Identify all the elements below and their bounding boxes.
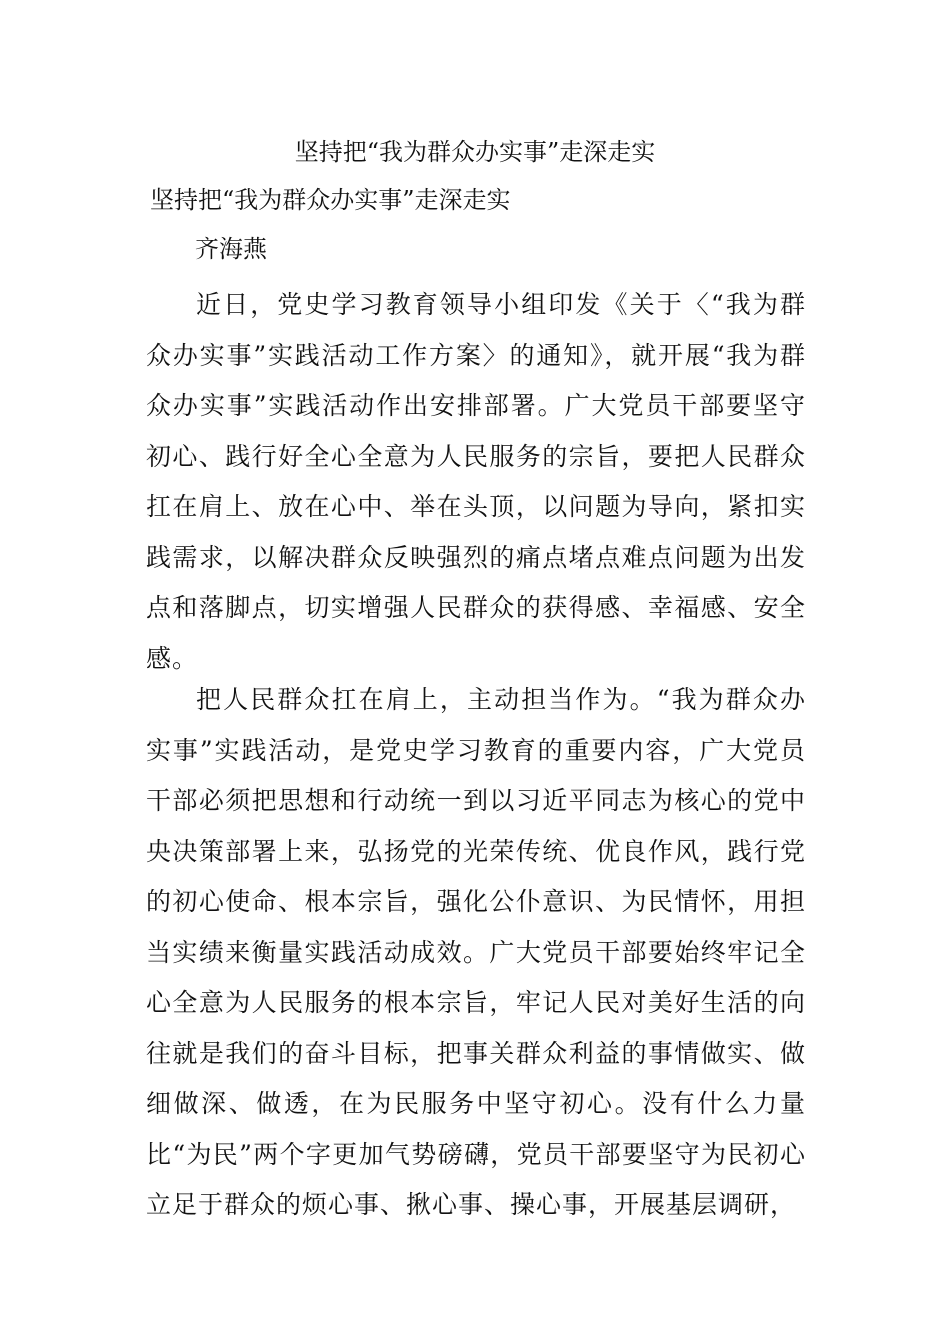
document-subtitle: 坚持把“我为群众办实事”走深走实 bbox=[150, 186, 511, 214]
paragraph-1: 近日，党史学习教育领导小组印发《关于〈“我为群众办实事”实践活动工作方案〉的通知》，就开展“我为群众办实事”实践活动作出安排部署。广大党员干部要坚守初心、践行好全心全意为人民服务的宗旨，要把人民群众扛在肩上、放在心中、举在头顶，以问题为导向，紧扣实践需求，以解决群众反映强烈的痛点堵点难点问题为出发点和落脚点，切实增强人民群众的获得感、幸福感、安全感。 bbox=[146, 290, 806, 673]
author-name: 齐海燕 bbox=[195, 235, 267, 263]
document-title: 坚持把“我为群众办实事”走深走实 bbox=[294, 138, 656, 166]
paragraph-2: 把人民群众扛在肩上，主动担当作为。“我为群众办实事”实践活动，是党史学习教育的重要内容，广大党员干部必须把思想和行动统一到以习近平同志为核心的党中央决策部署上来，弘扬党的光荣传统、优良作风，践行党的初心使命、根本宗旨，强化公仆意识、为民情怀，用担当实绩来衡量实践活动成效。广大党员干部要始终牢记全心全意为人民服务的根本宗旨，牢记人民对美好生活的向往就是我们的奋斗目标，把事关群众利益的事情做实、做细做深、做透，在为民服务中坚守初心。没有什么力量比“为民”两个字更加气势磅礴，党员干部要坚守为民初心立足于群众的烦心事、揪心事、操心事，开展基层调研， bbox=[146, 685, 806, 1219]
